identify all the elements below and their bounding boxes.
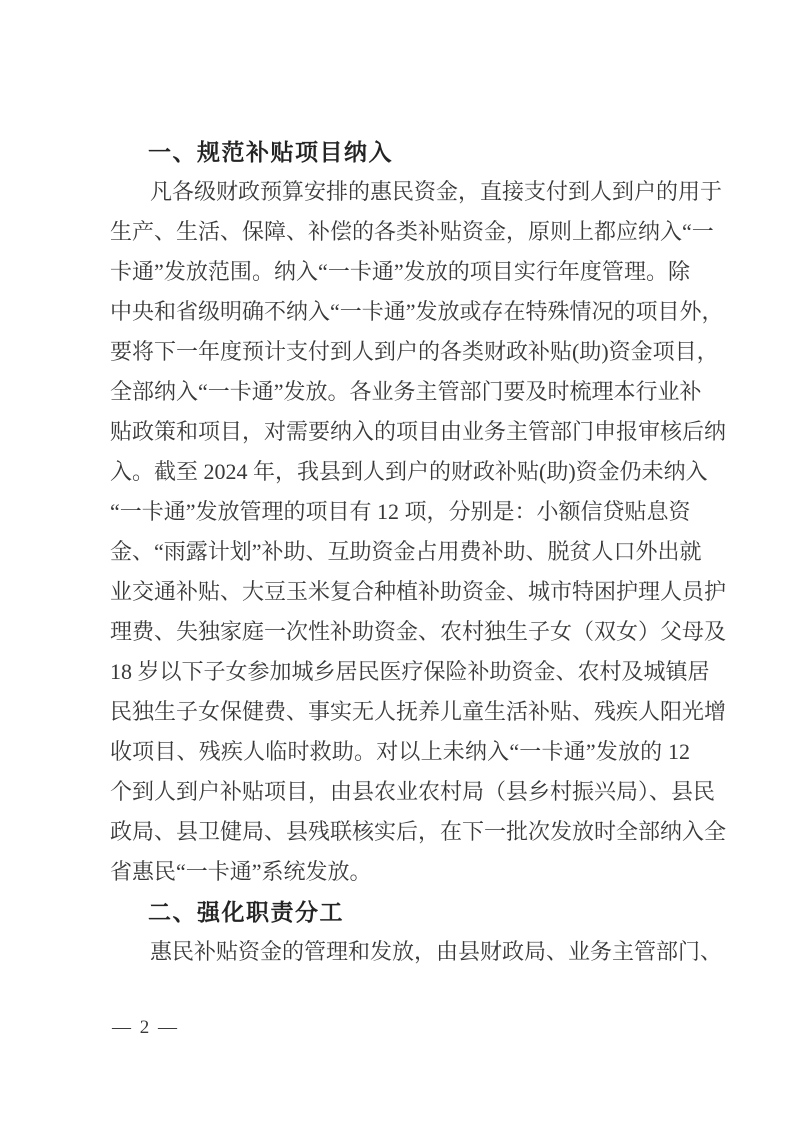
text-line: 金、“雨露计划”补助、互助资金占用费补助、脱贫人口外出就 (110, 539, 702, 564)
text-line: 民独生子女保健费、事实无人抚养儿童生活补贴、残疾人阳光增 (110, 699, 727, 724)
text-line: 贴政策和项目，对需要纳入的项目由业务主管部门申报审核后纳 (110, 419, 727, 444)
text-line: 18 岁以下子女参加城乡居民医疗保险补助资金、农村及城镇居 (110, 659, 710, 684)
text-line: 省惠民“一卡通”系统发放。 (110, 859, 372, 884)
text-line: 凡各级财政预算安排的惠民资金，直接支付到人到户的用于 (150, 179, 723, 204)
document-content (110, 132, 727, 972)
text-line: 生产、生活、保障、补偿的各类补贴资金，原则上都应纳入“一 (110, 219, 714, 244)
text-line: 理费、失独家庭一次性补助资金、农村独生子女（双女）父母及 (110, 619, 727, 644)
text-line: 要将下一年度预计支付到人到户的各类财政补贴(助)资金项目， (110, 339, 719, 364)
text-line: 个到人到户补贴项目，由县农业农村局（县乡村振兴局）、县民 (110, 779, 716, 804)
text-line: 惠民补贴资金的管理和发放，由县财政局、业务主管部门、 (150, 939, 723, 964)
text-line: 卡通”发放范围。纳入“一卡通”发放的项目实行年度管理。除 (110, 259, 690, 284)
text-line: 全部纳入“一卡通”发放。各业务主管部门要及时梳理本行业补 (110, 379, 702, 404)
text-line: 入。截至 2024 年，我县到人到户的财政补贴(助)资金仍未纳入 (110, 459, 708, 484)
text-line: 收项目、残疾人临时救助。对以上未纳入“一卡通”发放的 12 (110, 739, 690, 764)
section-2-heading: 二、强化职责分工 (148, 899, 344, 925)
section-1-heading: 一、规范补贴项目纳入 (148, 139, 393, 165)
text-line: 业交通补贴、大豆玉米复合种植补助资金、城市特困护理人员护 (110, 579, 727, 604)
text-line: 中央和省级明确不纳入“一卡通”发放或存在特殊情况的项目外， (110, 299, 724, 324)
page-number: — 2 — (112, 1017, 179, 1038)
text-line: 政局、县卫健局、县残联核实后，在下一批次发放时全部纳入全 (110, 819, 727, 844)
section-2-paragraph (110, 932, 723, 972)
text-line: “一卡通”发放管理的项目有 12 项，分别是：小额信贷贴息资 (110, 499, 691, 524)
section-1-paragraph (110, 172, 727, 892)
